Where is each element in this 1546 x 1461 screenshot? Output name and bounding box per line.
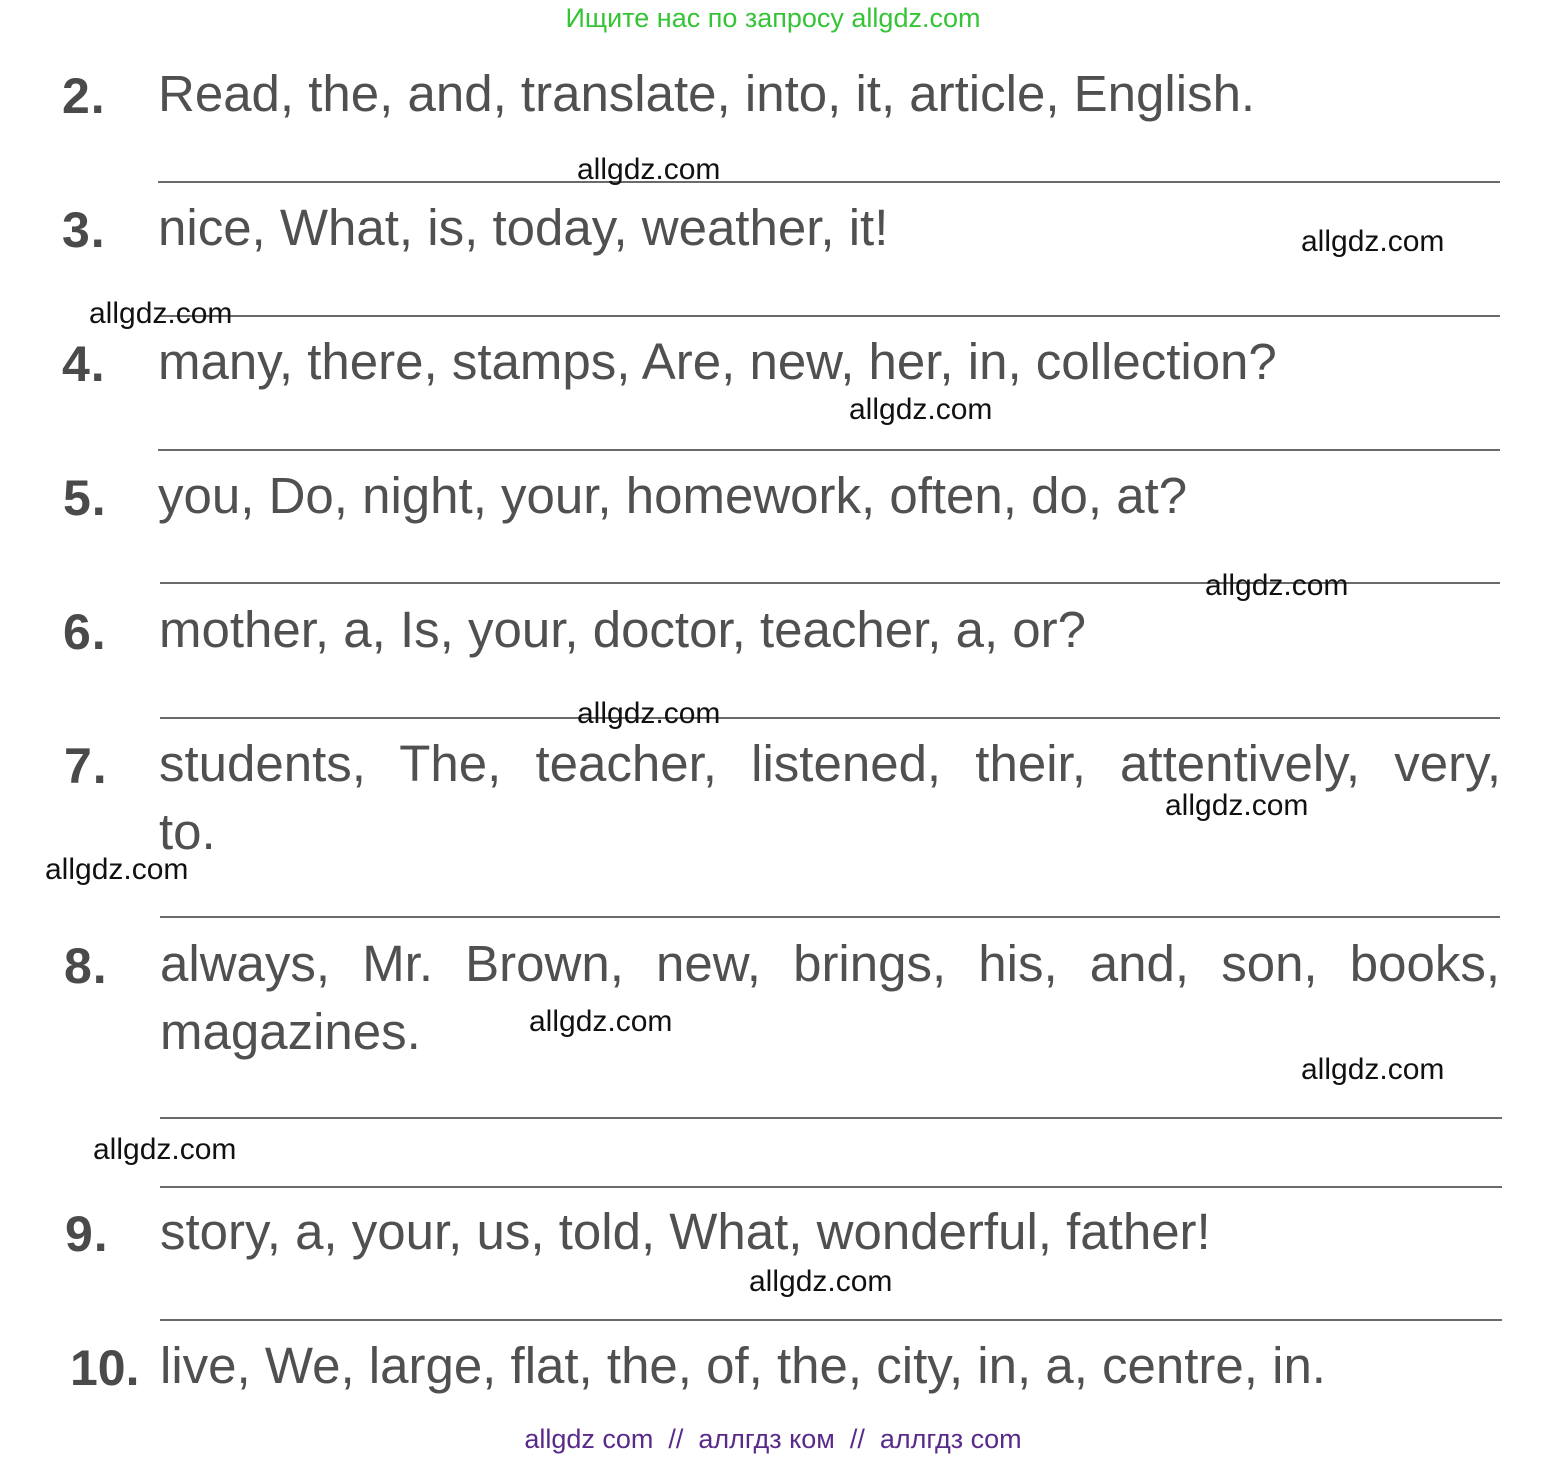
watermark: allgdz.com xyxy=(1301,1053,1445,1086)
watermark: allgdz.com xyxy=(1165,789,1309,822)
answer-line xyxy=(160,916,1500,918)
watermark: allgdz.com xyxy=(1205,569,1349,602)
answer-line xyxy=(160,1319,1502,1321)
exercise-number: 4. xyxy=(62,336,106,392)
watermark: allgdz.com xyxy=(93,1133,237,1166)
exercise-text: you, Do, night, your, homework, often, do, at? xyxy=(158,467,1188,524)
watermark: allgdz.com xyxy=(529,1005,673,1038)
watermark: allgdz.com xyxy=(577,153,721,186)
exercise-number: 8. xyxy=(64,938,108,994)
answer-line xyxy=(158,449,1500,451)
answer-line xyxy=(158,315,1500,317)
exercise-number: 6. xyxy=(63,604,107,660)
exercise-number: 7. xyxy=(64,738,108,794)
answer-line xyxy=(160,1117,1502,1119)
watermark: allgdz.com xyxy=(849,393,993,426)
exercise-number: 2. xyxy=(62,68,106,124)
exercise-number: 5. xyxy=(63,470,107,526)
exercise-number: 10. xyxy=(70,1340,140,1396)
watermark: allgdz.com xyxy=(577,697,721,730)
exercise-text-continued: magazines. xyxy=(160,1003,421,1060)
exercise-text: many, there, stamps, Are, new, her, in, collection? xyxy=(158,333,1277,390)
exercise-number: 9. xyxy=(65,1206,109,1262)
exercise-text-continued: to. xyxy=(159,803,216,860)
footer-watermark: allgdz com // аллгдз ком // аллгдз com xyxy=(524,1424,1022,1454)
answer-line xyxy=(158,181,1500,183)
answer-line xyxy=(160,1186,1502,1188)
exercise-text: story, a, your, us, told, What, wonderful, father! xyxy=(160,1203,1211,1260)
exercise-text: live, We, large, flat, the, of, the, city, in, a, centre, in. xyxy=(160,1337,1326,1394)
header-watermark: Ищите нас по запросу allgdz.com xyxy=(565,3,981,33)
watermark: allgdz.com xyxy=(1301,225,1445,258)
watermark: allgdz.com xyxy=(749,1265,893,1298)
exercise-text: Read, the, and, translate, into, it, article, English. xyxy=(158,65,1256,122)
answer-line xyxy=(160,717,1500,719)
exercise-text: mother, a, Is, your, doctor, teacher, a, or? xyxy=(159,601,1087,658)
watermark: allgdz.com xyxy=(45,853,189,886)
exercise-text: nice, What, is, today, weather, it! xyxy=(158,199,889,256)
exercise-text: students, The, teacher, listened, their, attentively, very, xyxy=(159,735,1501,792)
exercise-number: 3. xyxy=(62,202,106,258)
exercise-text: always, Mr. Brown, new, brings, his, and, son, books, xyxy=(160,935,1500,992)
watermark: allgdz.com xyxy=(89,297,233,330)
